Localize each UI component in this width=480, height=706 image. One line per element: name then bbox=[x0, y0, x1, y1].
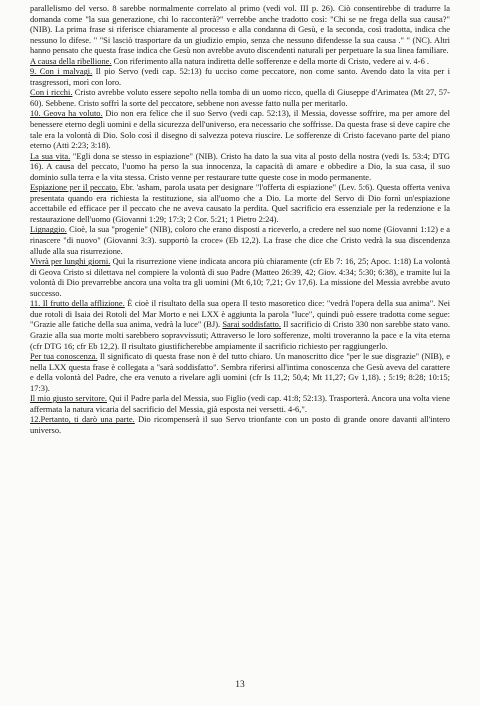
section-heading: Lignaggio. bbox=[30, 224, 67, 235]
paragraph-lignaggio: Lignaggio. Cioè, la sua "progenie" (NIB), coloro che erano disposti a riceverlo, a credere nel suo nome (Giovanni 1:12) e a rinascere "di nuovo" (Giovanni 3:3). supportò la croce» (Eb 12,2). La frase che dice che Cristo vedrà la sua discendenza allude alla sua risurrezione. bbox=[30, 224, 450, 256]
section-heading: Vivrà per lunghi giorni. bbox=[30, 256, 111, 267]
paragraph-geova: 10. Geova ha voluto. Dio non era felice che il suo Servo (vedi cap. 52:13), il Messia, dovesse soffrire, ma per amore del benessere eterno degli uomini e della sicurezza dell'universo, era necessario che soffrisse. Da questa frase si deve capire che tale era la volontà di Dio. Solo così il disegno di salvezza poteva riuscire. Le sofferenze di Cristo facevano parte del piano eterno (Atti 2:23; 3:18). bbox=[30, 108, 450, 151]
section-heading: Sarai soddisfatto. bbox=[222, 319, 282, 330]
paragraph-servitore: Il mio giusto servitore. Qui il Padre parla del Messia, suo Figlio (vedi cap. 41:8; 52:13). Trasporterà. Ancora una volta viene affermata la natura vicaria del sacrificio del Messia, già esposta nei versetti. 4-6,". bbox=[30, 393, 450, 414]
page-number: 13 bbox=[235, 680, 245, 690]
paragraph-malvagi: 9. Con i malvagi. Il pio Servo (vedi cap. 52:13) fu ucciso come peccatore, non come santo. Avendo dato la vita per i trasgressori, morì con loro. bbox=[30, 66, 450, 87]
paragraph-parte: 12.Pertanto, ti darò una parte. Dio ricompenserà il suo Servo trionfante con un posto di grande onore davanti all'intero universo. bbox=[30, 414, 450, 435]
paragraph-ricchi: Con i ricchi. Cristo avrebbe voluto essere sepolto nella tomba di un uomo ricco, quella di Giuseppe d'Arimatea (Mt 27, 57-60). Sebbene. Cristo soffrì la sorte del peccatore, sebbene non avesse fatto nulla per meritarlo. bbox=[30, 87, 450, 108]
section-heading: A causa della ribellione. bbox=[30, 55, 112, 66]
paragraph-frutto: 11. Il frutto della afflizione. È cioè il risultato della sua opera Il testo masoretico dice: "vedrà l'opera della sua anima". Nei due rotoli di Isaia dei Rotoli del Mar Morto e nei LXX è aggiunta la parola "luce", quindi può essere tradotta come segue: "Grazie alle fatiche della sua anima, vedrà la luce" (BJ). Sarai soddisfatto. Il sacrificio di Cristo 330 non sarebbe stato vano. Grazie alla sua morte molti sarebbero sopravvissuti; Attraverso le loro sofferenze, molti troveranno la pace e la vita eterna (cfr DTG 16; cfr Eb 12,2). Il risultato giustificherebbe ampiamente il sacrificio richiesto per raggiungerlo. bbox=[30, 298, 451, 351]
section-heading: 11. Il frutto della afflizione. bbox=[30, 298, 125, 309]
paragraph-vivra: Vivrà per lunghi giorni. Qui la risurrezione viene indicata ancora più chiaramente (cfr Eb 7: 16, 25; Apoc. 1:18) La volontà di Geova Cristo si dilettava nel compiere la volontà di suo Padre (Matteo 26:39, 42; Giov. 4:34; 5:30; 6:38), e tramite lui la volontà di Dio prevarrebbe ancora una volta tra gli uomini (Mt 6,10; 7,21; Gv 17,6). La missione del Messia avrebbe avuto successo. bbox=[30, 256, 450, 298]
section-heading: 9. Con i malvagi. bbox=[30, 66, 93, 77]
paragraph-sua-vita: La sua vita. "Egli dona se stesso in espiazione" (NIB). Cristo ha dato la sua vita al posto della nostra (vedi Is. 53:4; DTG 16). A causa del peccato, l'uomo ha perso la sua innocenza, la capacità di amare e obbedire a Dio, la sua casa, il suo dominio sulla terra e la vita stessa. Cristo venne per restaurare tutte queste cose in modo permanente. bbox=[30, 150, 450, 182]
paragraph-ribellione: A causa della ribellione. Con riferimento alla natura indiretta delle sofferenze e della morte di Cristo, vedere ai v. 4-6 . bbox=[30, 55, 430, 66]
commentary-text bbox=[30, 3, 450, 435]
paragraph-conoscenza: Per tua conoscenza. Il significato di questa frase non è del tutto chiaro. Un manoscritto dice "per le sue disgrazie" (NIB), e nella LXX questa frase è collegata a "sarà soddisfatto". Sembra riferirsi all'intima conoscenza che Gesù aveva del carattere e della volontà del Padre, che era venuto a rivelare agli uomini (cfr Is 11,2; 50,4; Mt 11,27; Gv 1,18). ; 5:19; 8:28; 10:15; 17:3). bbox=[30, 351, 450, 393]
paragraph-espiazione: Espiazione per il peccato. Ebr. 'asham, parola usata per designare "l'offerta di espiazione" (Lev. 5:6). Questa offerta veniva presentata quando era richiesta la restituzione, sia all'uomo che a Dio. La morte del Servo di Dio fornì un'espiazione accettabile ed efficace per il peccato che ne aveva causato la perdita. Quel sacrificio era essenziale per la redenzione e la restaurazione dell'uomo (Giovanni 1:29; 17:3; 2 Cor. 5:21; 1 Pietro 2:24). bbox=[30, 182, 450, 224]
section-heading: Espiazione per il peccato. bbox=[30, 182, 118, 193]
section-heading: Con i ricchi. bbox=[30, 87, 73, 98]
section-heading: 12.Pertanto, ti darò una parte. bbox=[30, 414, 135, 425]
section-heading: La sua vita. bbox=[30, 150, 71, 161]
section-heading: 10. Geova ha voluto. bbox=[30, 108, 103, 119]
paragraph-continuation: parallelismo del verso. 8 sarebbe normalmente correlato al primo (vedi vol. III p. 26). Ciò consentirebbe di tradurre la domanda come "la sua generazione, chi lo racconterà?" verrebbe anche tradotto così: "Chi se ne frega della sua causa?" (NIB). La prima frase si riferisce chiaramente al processo e alla condanna di Gesù, e la seconda, così tradotta, indica che nessuno lo difese. " "Si lasciò trasportare da un giudizio empio, senza che nessuno difendesse la sua causa ." " (NC). Altri hanno pensato che questa frase indica che Gesù non avrebbe avuto discendenti naturali per perpetuare la sua linea familiare. bbox=[30, 3, 450, 56]
section-heading: Il mio giusto servitore. bbox=[30, 393, 107, 404]
section-heading: Per tua conoscenza. bbox=[30, 351, 98, 362]
